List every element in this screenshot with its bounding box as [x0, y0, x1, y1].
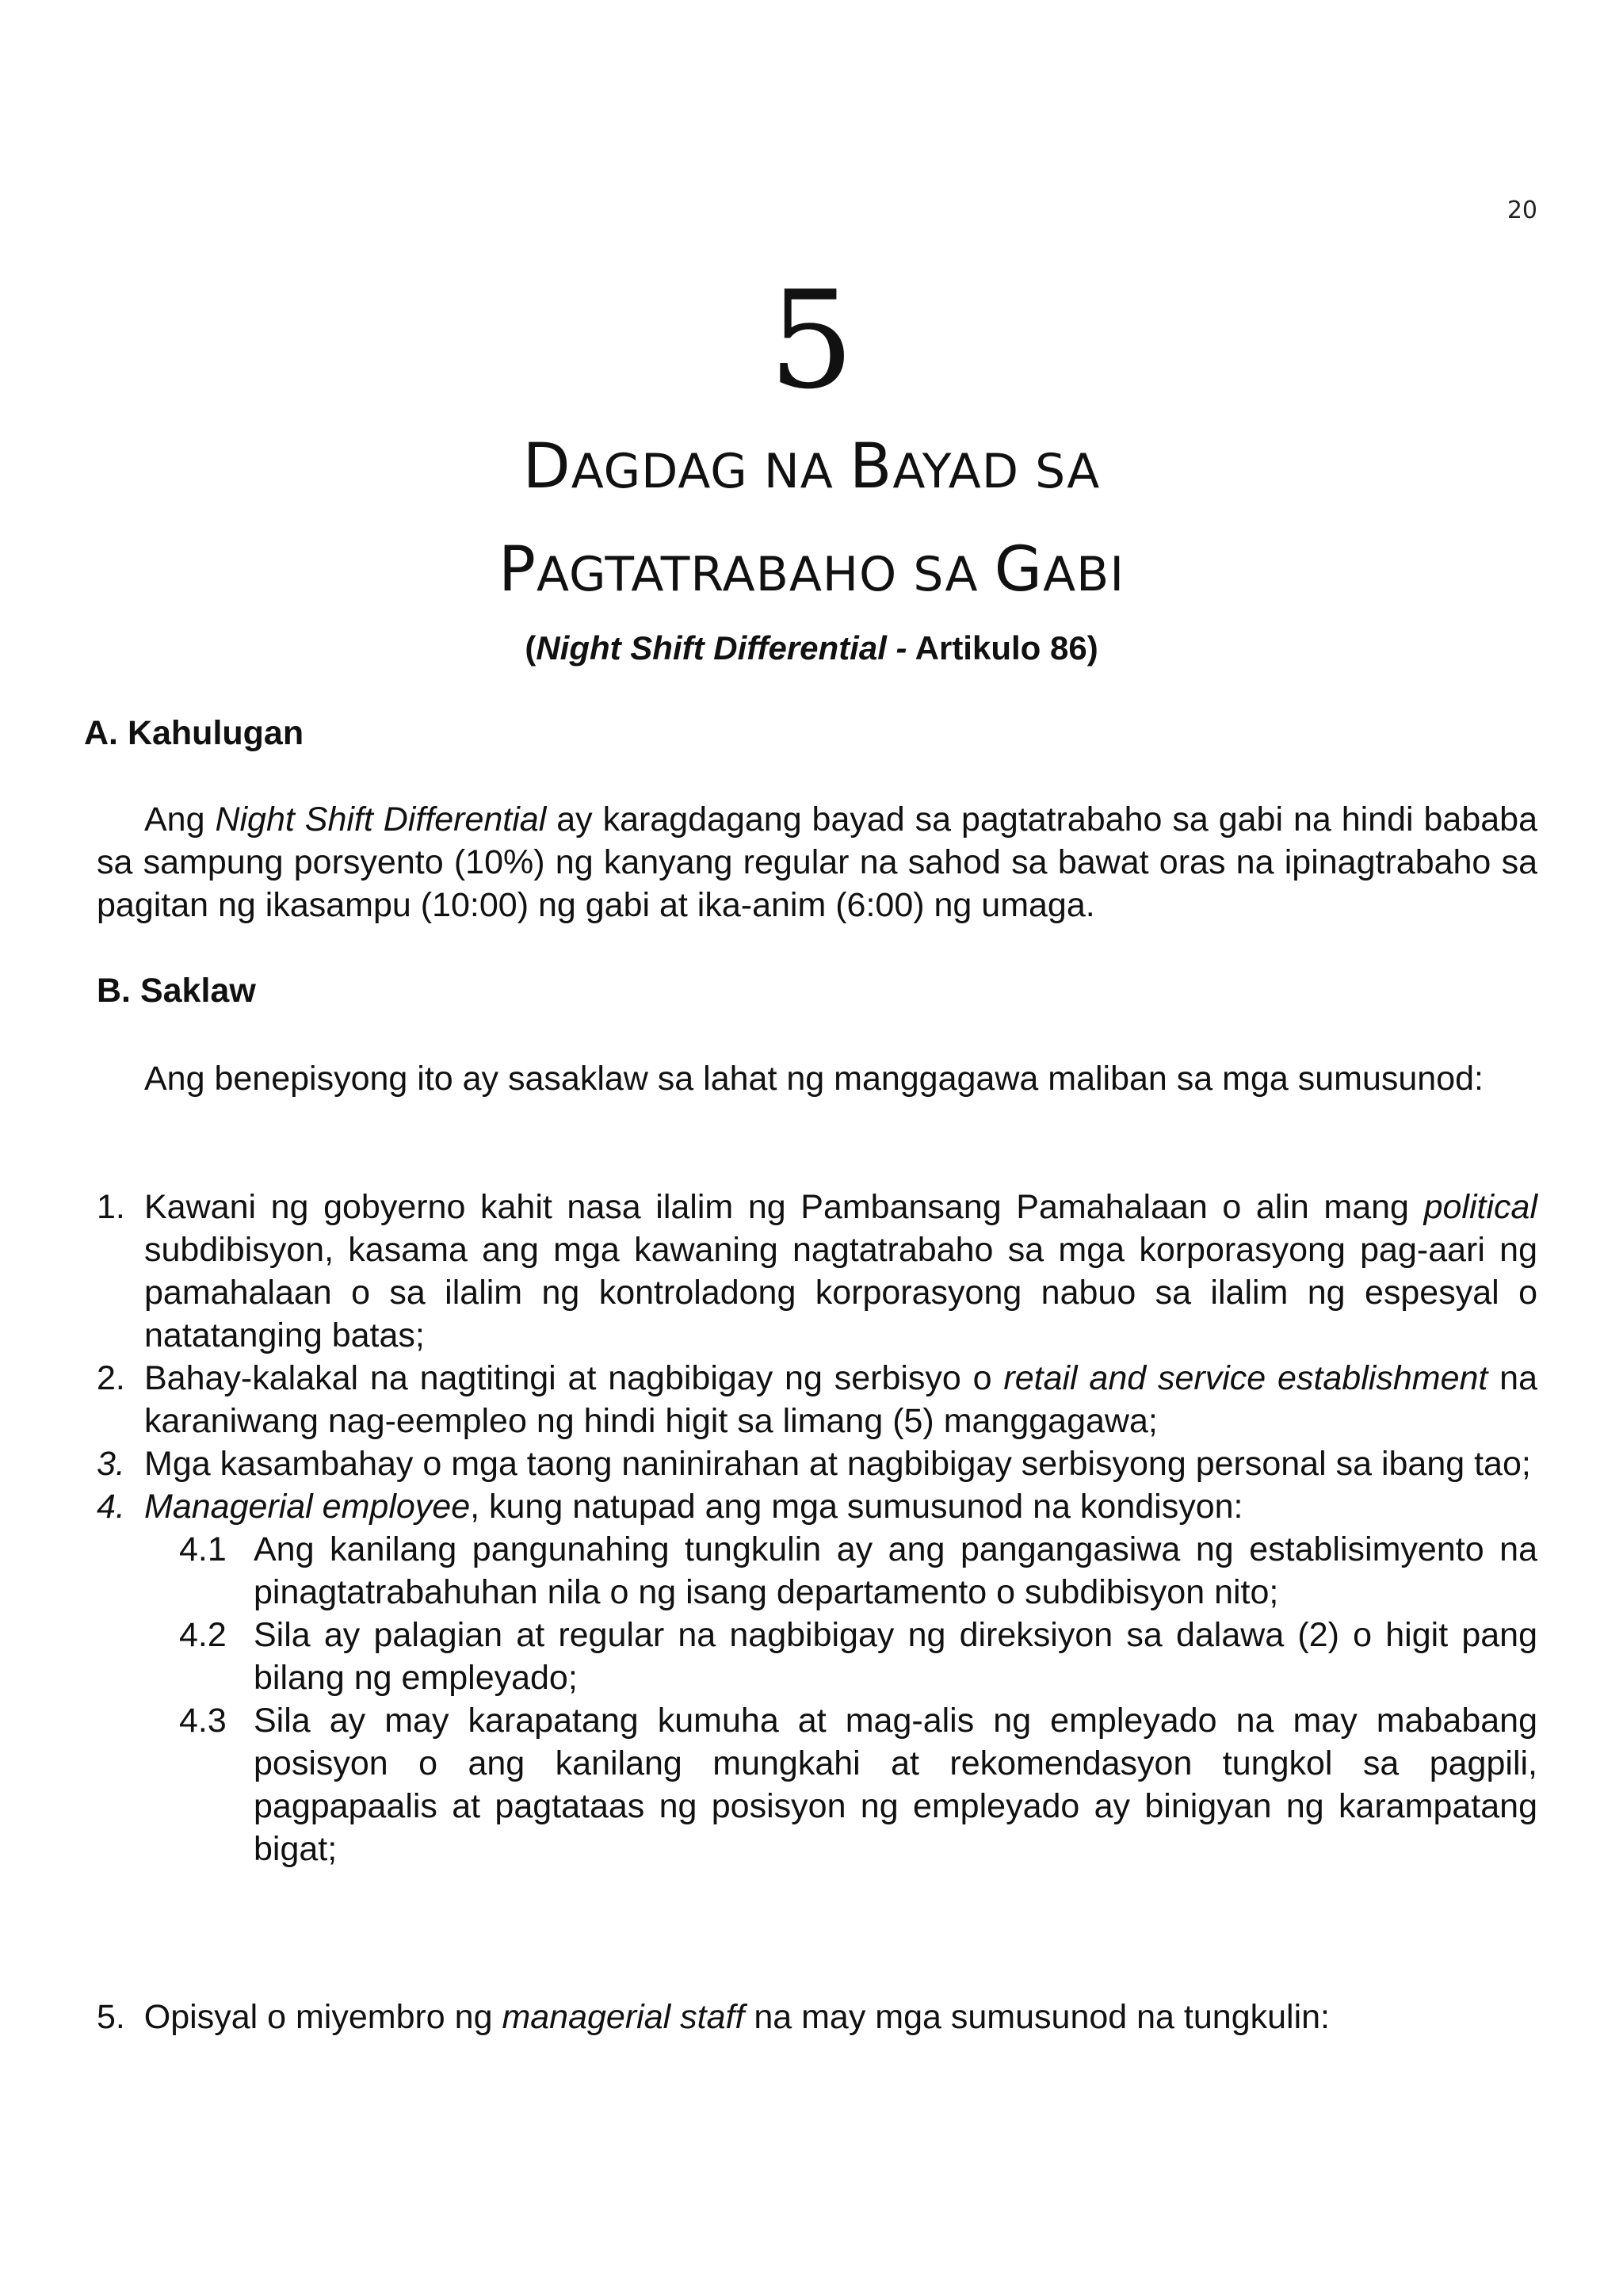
- list-item: 3. Mga kasambahay o mga taong naninirahan at nagbibigay serbisyong personal sa ibang tao;: [97, 1445, 1531, 1483]
- list-item: 1. Kawani ng gobyerno kahit nasa ilalim ng Pambansang Pamahalaan o alin mang political subdibisyon, kasama ang mga kawaning nagtatrabaho sa mga korporasyong pag-aari ng pamahalaan o sa ilalim ng kontroladong korporasyong nabuo sa ilalim ng espesyal o natatanging batas;: [97, 1188, 1537, 1354]
- page-number: 20: [1507, 197, 1537, 224]
- list-item: 2. Bahay-kalakal na nagtitingi at nagbibigay ng serbisyo o retail and service establishment na karaniwang nag-eempleo ng hindi higit sa limang (5) manggagawa;: [97, 1359, 1537, 1440]
- chapter-subtitle: (Night Shift Differential - Artikulo 86): [525, 629, 1098, 667]
- section-b-heading: B. Saklaw: [97, 972, 256, 1010]
- section-b-paragraph: Ang benepisyong ito ay sasaklaw sa lahat ng manggagawa maliban sa mga sumusunod:: [144, 1060, 1484, 1098]
- sub-list-item: 4.1 Ang kanilang pangunahing tungkulin ay ang pangangasiwa ng establisimyento na pinagtatrabahuhan nila o ng isang departamento o subdibisyon nito;: [179, 1530, 1537, 1611]
- section-a-heading: A. Kahulugan: [84, 714, 304, 752]
- section-a-paragraph: Ang Night Shift Differential ay karagdagang bayad sa pagtatrabaho sa gabi na hindi bababa sa sampung porsyento (10%) ng kanyang regular na sahod sa bawat oras na ipinagtrabaho sa pagitan ng ikasampu (10:00) ng gabi at ika-anim (6:00) ng umaga.: [97, 800, 1537, 924]
- chapter-title-line-1: DAGDAG NA BAYAD SA: [522, 431, 1101, 502]
- sub-list-item: 4.2 Sila ay palagian at regular na nagbibigay ng direksiyon sa dalawa (2) o higit pang bilang ng empleyado;: [179, 1616, 1537, 1697]
- exclusions-list: [97, 1186, 1537, 1870]
- list-item: 4. Managerial employee, kung natupad ang mga sumusunod na kondisyon:: [97, 1488, 1243, 1526]
- sub-list-item: 4.3 Sila ay may karapatang kumuha at mag-alis ng empleyado na may mababang posisyon o ang kanilang mungkahi at rekomendasyon tungkol sa pagpili, pagpapaalis at pagtataas ng posisyon ng empleyado ay binigyan ng karampatang bigat;: [179, 1702, 1537, 1868]
- chapter-title-line-2: PAGTATRABAHO SA GABI: [498, 534, 1125, 606]
- chapter-number: 5: [768, 262, 855, 419]
- list-item-5: 5. Opisyal o miyembro ng managerial staff na may mga sumusunod na tungkulin:: [97, 1998, 1330, 2036]
